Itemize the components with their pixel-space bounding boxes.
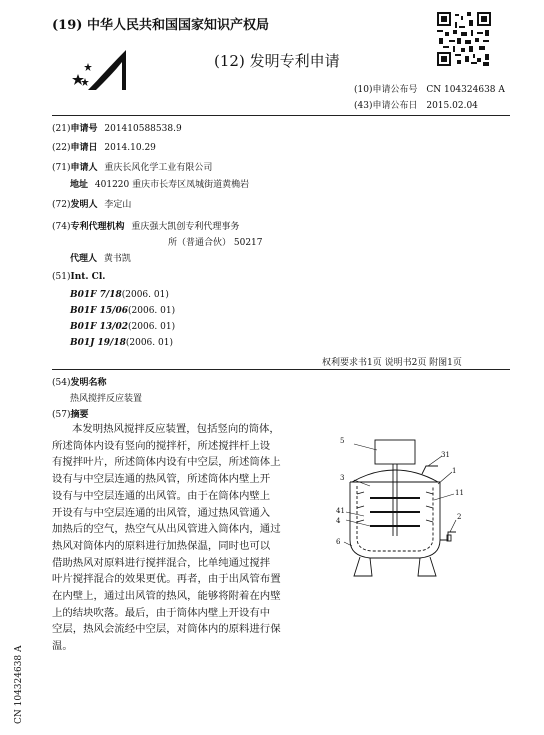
inventor-row xyxy=(52,197,131,210)
applicant-label: 申请人 xyxy=(70,163,98,173)
inventor-label: 发明人 xyxy=(70,200,98,210)
motor-box xyxy=(375,440,415,464)
doc-kind-title: 发明专利申请 xyxy=(249,52,340,70)
intcl-label: Int. Cl. xyxy=(70,272,106,282)
agent-row xyxy=(70,251,131,264)
ipc-code: B01F 13/02 xyxy=(70,322,128,332)
filing-date: 2014.10.29 xyxy=(104,143,156,153)
agency-line2: 所（普通合伙） 50217 xyxy=(168,238,263,248)
field-code: (54) xyxy=(52,378,71,388)
filing-date-row xyxy=(52,140,156,153)
address-row xyxy=(70,177,249,190)
abstract-line: 本发明热风搅拌反应装置，包括竖向的筒体， xyxy=(72,423,280,435)
abstract-line: 热风对筒体内的原料进行加热保温，同时也可以 xyxy=(52,539,271,552)
inventor: 李定山 xyxy=(104,200,132,210)
ipc-version: (2006. 01) xyxy=(128,322,176,332)
field-code: (22) xyxy=(52,143,71,153)
header-divider xyxy=(52,115,510,116)
doc-kind-code: (12) xyxy=(214,52,245,70)
app-no-label: 申请号 xyxy=(70,124,98,134)
figure-label: 6 xyxy=(336,538,341,546)
abstract-line: 在内壁上，通过出风管的热风，能够将附着在内壁 xyxy=(52,590,281,603)
pub-date-label: (43)申请公布日 xyxy=(354,101,418,111)
ipc-entry xyxy=(70,338,173,348)
abstract-line: 借助热风对原料进行搅拌混合，比单纯通过搅拌 xyxy=(52,556,271,569)
ipc-version: (2006. 01) xyxy=(128,306,176,316)
abstract-line: 空层，热风会流经中空层，对筒体内的原料进行保 xyxy=(52,623,281,636)
figure-label: 11 xyxy=(455,489,464,497)
side-publication-number: CN 104324638 A xyxy=(14,645,24,724)
document-kind xyxy=(214,50,340,71)
abstract-line: 叶片搅拌混合的效果更优。再者，由于出风管布置 xyxy=(52,573,281,586)
field-code: (71) xyxy=(52,163,71,173)
abstract-line: 上的结块吹落。最后，由于筒体内壁上开设有中 xyxy=(52,606,271,619)
app-no: 201410588538.9 xyxy=(104,124,182,134)
figure-label: 2 xyxy=(457,513,462,521)
abstract-body xyxy=(52,421,293,655)
field-code: (51) xyxy=(52,272,71,282)
abstract-label: 摘要 xyxy=(70,410,89,420)
ipc-entry xyxy=(70,290,169,300)
abstract-line: 所述筒体内设有竖向的搅拌杆，所述搅拌杆上设 xyxy=(52,439,271,452)
ipc-entry xyxy=(70,322,175,332)
abstract-line: 加热后的空气，热空气从出风管进入筒体内，通过 xyxy=(52,523,281,536)
agency-line1: 重庆强大凯创专利代理事务 xyxy=(131,222,240,232)
ipc-entry xyxy=(70,306,175,316)
page-count-info: 权利要求书1页 说明书2页 附图1页 xyxy=(322,358,462,368)
abstract-line: 设有与中空层连通的出风管。由于在筒体内壁上 xyxy=(52,489,271,502)
filing-label: 申请日 xyxy=(70,143,98,153)
figure-label: 4 xyxy=(336,517,341,525)
invention-title: 热风搅拌反应装置 xyxy=(70,394,143,404)
field-code: (57) xyxy=(52,410,71,420)
agency-row xyxy=(52,219,239,232)
field-code: (21) xyxy=(52,124,71,134)
abstract-line: 有搅拌叶片，所述筒体内设有中空层，所述筒体上 xyxy=(52,456,281,469)
office-header xyxy=(52,14,269,33)
abstract-line: 开设有与中空层连通的出风管，通过热风管通入 xyxy=(52,506,271,519)
figure-label: 5 xyxy=(340,437,345,445)
publication-date-row xyxy=(354,98,478,111)
pub-no: CN 104324638 A xyxy=(426,85,505,95)
qr-code-icon xyxy=(437,12,491,66)
ipc-version: (2006. 01) xyxy=(125,338,173,348)
ipc-version: (2006. 01) xyxy=(121,290,169,300)
abstract-heading xyxy=(52,407,89,420)
patent-office-logo-icon xyxy=(70,48,128,92)
figure-label: 1 xyxy=(452,467,457,475)
agency-label: 专利代理机构 xyxy=(70,222,125,232)
address-label: 地址 xyxy=(70,180,89,190)
title-label: 发明名称 xyxy=(70,378,107,388)
figure-label: 3 xyxy=(340,474,345,482)
ipc-code: B01J 19/18 xyxy=(70,338,126,348)
application-number-row xyxy=(52,121,182,134)
applicant: 重庆长风化学工业有限公司 xyxy=(104,163,213,173)
ipc-code: B01F 15/06 xyxy=(70,306,128,316)
agent-label: 代理人 xyxy=(70,254,98,264)
office-name: 中华人民共和国国家知识产权局 xyxy=(86,18,269,33)
biblio-divider xyxy=(52,369,510,370)
abstract-line: 设有与中空层连通的热风管，所述筒体内壁上开 xyxy=(52,473,271,486)
address: 401220 重庆市长寿区凤城街道黄桷岩 xyxy=(94,180,250,190)
ipc-code: B01F 7/18 xyxy=(70,290,122,300)
pub-date: 2015.02.04 xyxy=(426,101,478,111)
publication-number-row xyxy=(354,82,505,95)
title-heading xyxy=(52,375,107,388)
field-code: (74) xyxy=(52,222,71,232)
figure-label: 31 xyxy=(441,451,450,459)
applicant-row xyxy=(52,160,212,173)
agent: 黄书凯 xyxy=(103,254,131,264)
intcl-row xyxy=(52,272,105,282)
pub-no-label: (10)申请公布号 xyxy=(354,85,418,95)
figure-label: 41 xyxy=(336,507,345,515)
abstract-line: 温。 xyxy=(52,640,73,653)
field-code: (72) xyxy=(52,200,71,210)
office-code: (19) xyxy=(52,18,83,33)
